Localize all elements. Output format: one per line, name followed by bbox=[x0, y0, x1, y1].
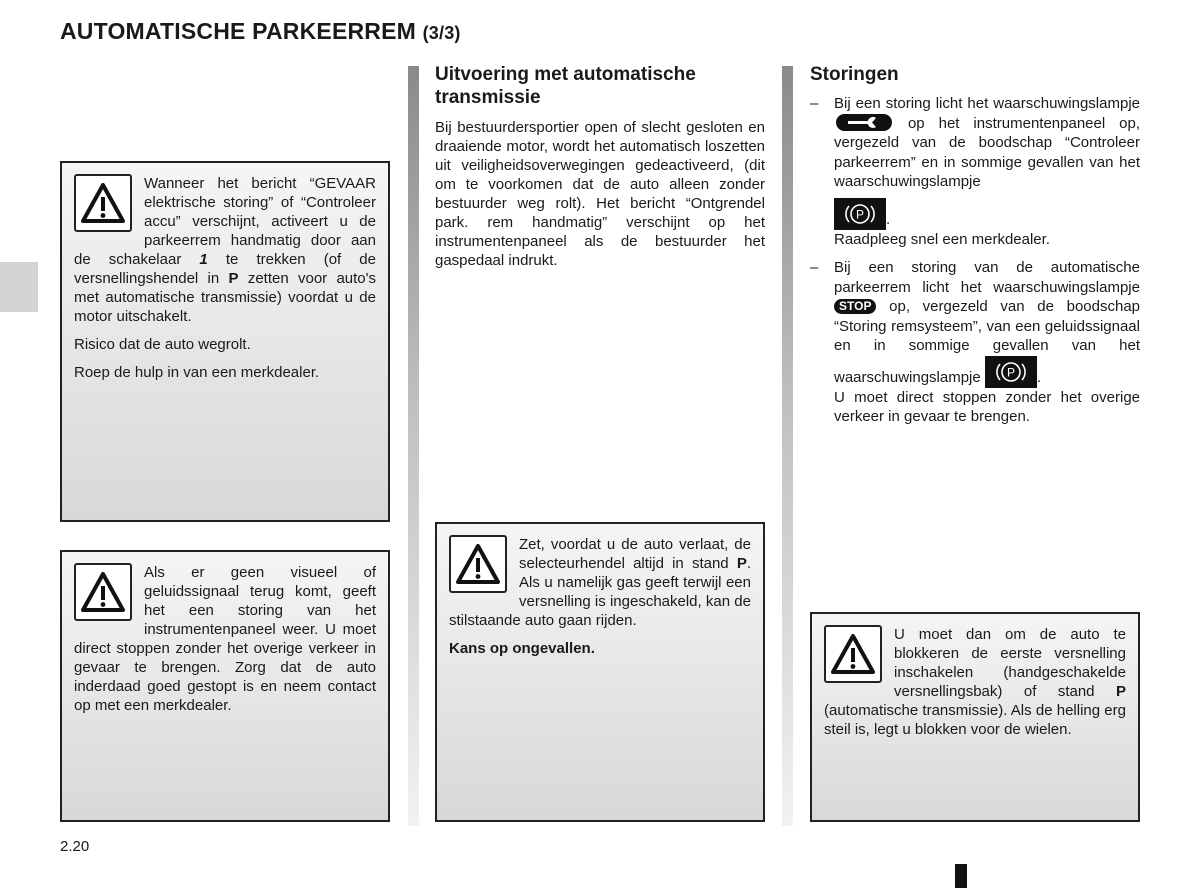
warning-text-b: (automatische transmissie). Als de helling erg steil is, legt u blokken voor de wielen. bbox=[824, 702, 1126, 738]
fault-text-b: op het instrumentenpaneel op, vergezeld van de boodschap “Controleer parkeerrem” en in sommige gevallen van het waarschuwingslampje bbox=[834, 114, 1140, 190]
list-item bbox=[810, 94, 1140, 249]
warning-triangle-icon bbox=[449, 535, 507, 593]
warning-text: Als er geen visueel of geluidssignaal terug komt, geeft het een storing van het instrumentenpaneel weer. U moet direct stoppen zonder het overige verkeer in gevaar te brengen. Zorg dat de auto inderdaad goed gestopt is en neem contact op met een merkdealer. bbox=[74, 564, 376, 714]
warning-text-c: zetten voor auto's met automatische transmissie) voordat u de motor uitschakelt. bbox=[74, 270, 376, 325]
list-dash: – bbox=[810, 95, 819, 112]
fault-text-b: op, vergezeld van de boodschap “Storing remsysteem”, van een geluidssignaal en in sommige gevallen van het waarschuwingslampje bbox=[834, 298, 1141, 386]
warning-text: U moet dan om de auto te blokkeren de eerste versnelling inschakelen (handgeschakelde versnellingsbak) of stand bbox=[894, 626, 1126, 700]
list-item bbox=[810, 258, 1140, 427]
chapter-tab bbox=[0, 262, 38, 312]
warning-text: Wanneer het bericht “GEVAAR elektrische storing” of “Controleer accu” verschijnt, activeert u de parkeerrem handmatig door aan de schakelaar bbox=[74, 175, 376, 268]
title-text: AUTOMATISCHE PARKEERREM bbox=[60, 18, 417, 44]
parking-brake-p-icon bbox=[985, 356, 1037, 388]
faults-list bbox=[810, 94, 1140, 436]
column-divider-right bbox=[782, 66, 793, 826]
title-part: (3/3) bbox=[422, 23, 461, 43]
fault-text-d: U moet direct stoppen zonder het overige verkeer in gevaar te brengen. bbox=[834, 388, 1140, 425]
warning-triangle-icon bbox=[74, 174, 132, 232]
page-number: 2.20 bbox=[60, 838, 90, 855]
corner-marker bbox=[955, 864, 967, 888]
svg-text:P: P bbox=[855, 207, 865, 221]
fault-text: Bij een storing van de automatische parkeerrem licht het waarschuwingslampje bbox=[834, 259, 1140, 296]
warning-box-electrical bbox=[60, 161, 390, 522]
warning-emphasis: Kans op ongevallen. bbox=[449, 640, 595, 657]
warning-text-b: te trekken (of de versnellingshendel in bbox=[74, 251, 376, 287]
column-divider-left bbox=[408, 66, 419, 826]
warning-text-b: . Als u namelijk gas geeft terwijl een versnelling is ingeschakeld, kan de stilstaande auto gaan rijden. bbox=[449, 555, 751, 629]
warning-triangle-icon bbox=[824, 625, 882, 683]
switch-number: 1 bbox=[199, 251, 208, 268]
section-heading-faults: Storingen bbox=[810, 64, 899, 85]
gear-p-label: P bbox=[736, 555, 747, 572]
fault-text: Bij een storing licht het waarschuwingslampje bbox=[834, 95, 1140, 112]
list-dash: – bbox=[810, 259, 819, 276]
warning-text: Zet, voordat u de auto verlaat, de selecteurhendel altijd in stand bbox=[519, 536, 751, 572]
svg-text:P: P bbox=[1006, 365, 1015, 379]
wrench-warning-light-icon bbox=[836, 114, 892, 131]
section-body-automatic: Bij bestuurdersportier open of slecht gesloten en draaiende motor, wordt het automatisch loszetten uit veiligheidsoverwegingen gedeactiveerd, (dit om te voorkomen dat de auto alleen zonder bestuurder weg rolt). Het bericht “Ontgrendel park. rem handmatig” verschijnt op het instrumentenpaneel als de bestuurder het gaspedaal indrukt. bbox=[435, 119, 765, 269]
fault-text-c: . bbox=[1036, 368, 1042, 386]
gear-p-label: P bbox=[1115, 683, 1126, 700]
warning-help: Roep de hulp in van een merkdealer. bbox=[74, 364, 320, 381]
warning-box-selector bbox=[435, 522, 765, 822]
warning-box-blocking bbox=[810, 612, 1140, 822]
fault-text-d: Raadpleeg snel een merkdealer. bbox=[834, 230, 1050, 248]
stop-warning-light-icon: STOP bbox=[834, 299, 876, 314]
gear-p-label: P bbox=[228, 270, 239, 287]
parking-brake-p-icon bbox=[834, 198, 886, 230]
fault-text-c: . bbox=[886, 210, 891, 228]
warning-risk: Risico dat de auto wegrolt. bbox=[74, 336, 251, 353]
warning-box-signal bbox=[60, 550, 390, 822]
section-heading-automatic: Uitvoering met automatische transmissie bbox=[435, 64, 696, 108]
page-title bbox=[60, 18, 461, 45]
warning-triangle-icon bbox=[74, 563, 132, 621]
